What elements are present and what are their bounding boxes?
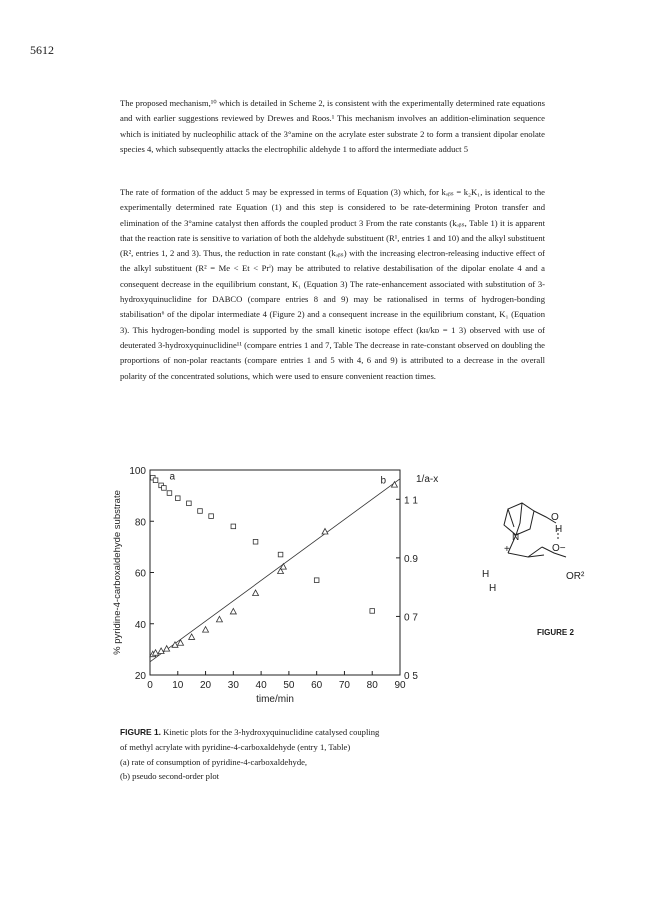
- series-a-point: [370, 609, 375, 614]
- series-b-point: [253, 590, 259, 596]
- y2-axis-label: 1/a-x: [416, 474, 439, 485]
- series-a-point: [209, 514, 214, 519]
- x-tick-label: 30: [227, 680, 239, 691]
- series-b-point: [216, 616, 222, 622]
- series-a-point: [187, 501, 192, 506]
- series-b-point: [322, 529, 328, 535]
- atom-h-top: H: [555, 524, 563, 535]
- paragraph-mechanism: The proposed mechanism,¹⁰ which is detailed in Scheme 2, is consistent with the experimentally determined rate equations and with earlier suggestions reviewed by Drewes and Roos.¹ This mechanism involves an addition-elimination sequence which is initiated by nucleophilic attack of the 3°amine on the acrylate ester substrate 2 to form a transient dipolar enolate species 4, which subsequently attacks the electrophilic aldehyde 1 to afford the intermediate adduct 5: [120, 98, 545, 154]
- x-tick-label: 70: [338, 680, 351, 691]
- chart-marks: [150, 475, 400, 661]
- x-tick-label: 0: [147, 680, 153, 691]
- x-tick-label: 80: [366, 680, 378, 691]
- atom-o-minus: O−: [552, 543, 566, 554]
- y-tick-label: 40: [134, 619, 146, 631]
- series-a-point: [175, 496, 180, 501]
- y-tick-label: 80: [134, 517, 146, 529]
- series-a-point: [231, 524, 236, 529]
- figure2-label: FIGURE 2: [537, 628, 574, 637]
- series-a-point: [167, 491, 172, 496]
- series-b-point: [203, 627, 209, 633]
- x-tick-label: 90: [394, 680, 406, 691]
- series-a-point: [278, 552, 283, 557]
- series-a-label: a: [169, 471, 176, 483]
- series-b-point: [189, 634, 195, 640]
- y2-tick-label: 0.9: [404, 553, 418, 565]
- x-axis-label: time/min: [256, 694, 294, 705]
- atom-o: O: [551, 512, 559, 523]
- series-a-point: [253, 539, 258, 544]
- series-a-point: [198, 509, 203, 514]
- figure1-chart: [100, 460, 460, 710]
- chart-labels: [112, 466, 438, 705]
- caption-line4: (b) pseudo second-order plot: [120, 771, 220, 782]
- series-a-point: [314, 578, 319, 583]
- y-axis-label: % pyridine-4-carboxaldehyde substrate: [112, 490, 123, 655]
- y-tick-label: 100: [129, 466, 146, 477]
- x-tick-label: 40: [255, 680, 267, 691]
- caption-line3: (a) rate of consumption of pyridine-4-carboxaldehyde,: [120, 756, 308, 767]
- page-number: 5612: [30, 43, 54, 57]
- x-tick-label: 50: [283, 680, 295, 691]
- caption-line2: of methyl acrylate with pyridine-4-carboxaldehyde (entry 1, Table): [120, 741, 351, 752]
- series-b-point: [280, 564, 286, 570]
- series-a-point: [162, 486, 167, 491]
- atom-n: N: [512, 532, 520, 543]
- series-b-point: [158, 648, 164, 654]
- atom-h-left: H: [482, 569, 490, 580]
- atom-or2: OR²: [566, 571, 585, 582]
- series-b-label: b: [380, 475, 387, 487]
- atom-h-bottom: H: [489, 583, 497, 594]
- figure1-caption: [120, 725, 560, 784]
- paragraph-rate: The rate of formation of the adduct 5 may be expressed in terms of Equation (3) which, for kₒᵦₛ = k₂K₁, is identical to the experimentally determined rate Equation (1) and this step is considered to be rate-determining Proton transfer and elimination of the 3°amine catalyst then affords the coupled product 3 From the rate constants (kₒᵦₛ, Table 1) it is apparent that the reaction rate is sensitive to variation of both the aldehyde substituent (R¹, entries 1 and 10) and the alkyl substituent (R², entries 1, 2 and 3). Thus, the reduction in rate constant (kₒᵦₛ) with the increasing electron-releasing inductive effect of the alkyl substituent (R² = Me < Et < Prⁱ) may be attributed to relative destabilisation of the dipolar enolate 4 and a consequent decrease in the equilibrium constant, K₁ (Equation 3) The rate-enhancement associated with substitution of 3-hydroxyquinuclidine for DABCO (compare entries 8 and 9) may be rationalised in terms of hydrogen-bonding stabilisation⁶ of the dipolar intermediate 4 (Figure 2) and a consequent increase in the equilibrium constant, K₁ (Equation 3). This hydrogen-bonding model is supported by the small kinetic isotope effect (kʜ/kᴅ = 1 3) observed with use of deuterated 3-hydroxyquinuclidine¹¹ (compare entries 1 and 7, Table The decrease in rate-constant observed on doubling the proportions of non-polar reactants (compare entries 1 and 5 with 4, 6 and 9) is attributed to a decrease in the overall polarity of the concentrated solutions, which were used to ensure convenient reaction times.: [120, 187, 546, 381]
- series-b-point: [230, 608, 236, 614]
- y-tick-label: 60: [134, 568, 146, 580]
- series-a-point: [153, 478, 158, 483]
- caption-text: Kinetic plots for the 3-hydroxyquinuclidine catalysed coupling: [163, 727, 380, 737]
- series-b-fit-line: [150, 479, 400, 662]
- x-tick-label: 20: [199, 680, 212, 691]
- atom-plus: +: [504, 544, 510, 555]
- quinuclidine-cage-outer: [504, 503, 534, 535]
- y2-tick-label: 1 1: [404, 495, 418, 507]
- caption-label: FIGURE 1.: [120, 727, 161, 737]
- figure2-structure: [470, 495, 590, 615]
- y-tick-label: 20: [134, 671, 146, 682]
- x-tick-label: 10: [172, 680, 184, 691]
- y2-tick-label: 0 5: [404, 671, 418, 682]
- y2-tick-label: 0 7: [404, 612, 418, 624]
- x-tick-label: 60: [311, 680, 323, 691]
